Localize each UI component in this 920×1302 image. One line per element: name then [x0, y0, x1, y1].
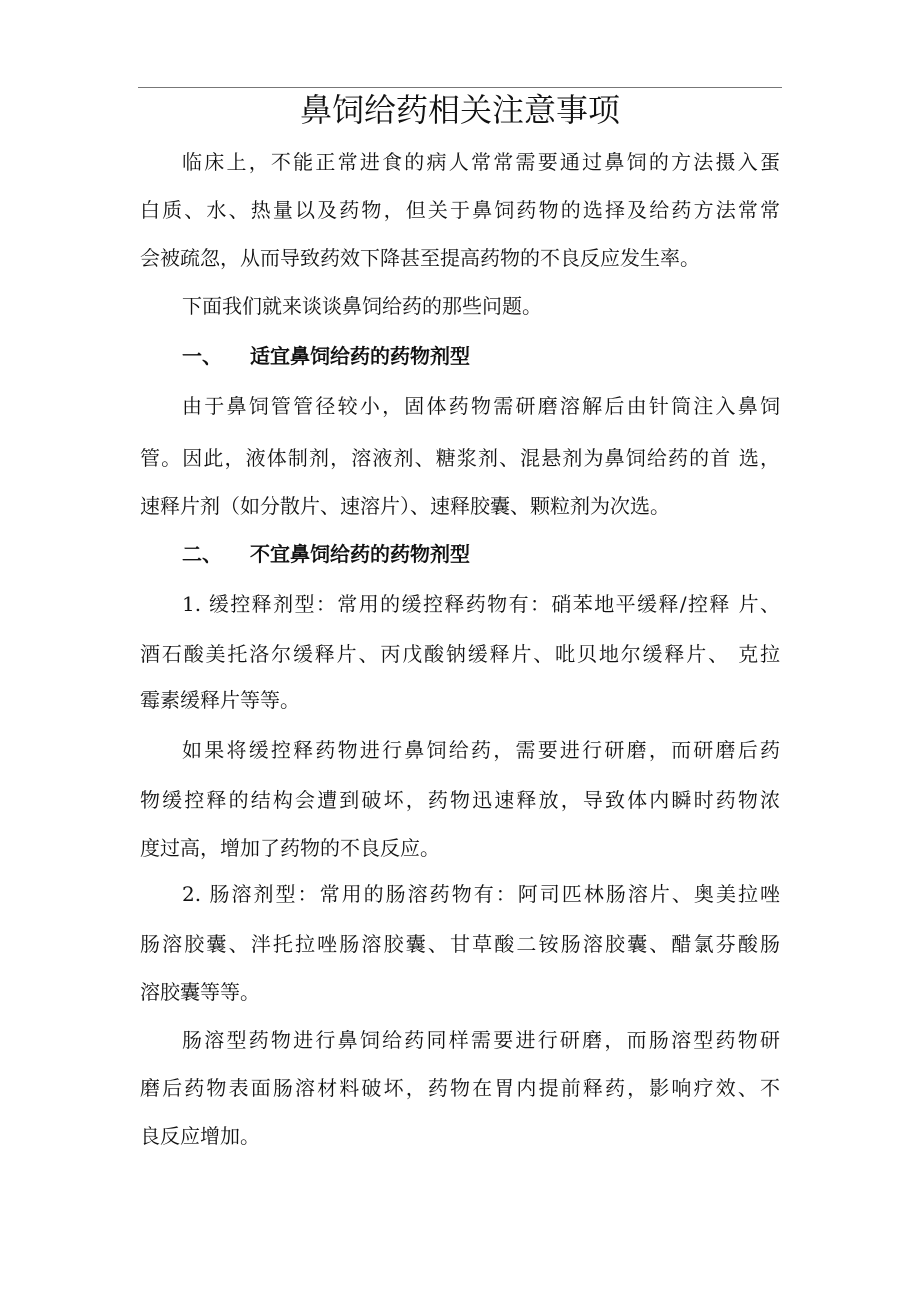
text-line: 2. 肠溶剂型：常用的肠溶药物有：阿司匹林肠溶片、奥美拉唑	[182, 882, 780, 906]
paragraph-lead: 下面我们就来谈谈鼻饲给药的那些问题。	[182, 294, 542, 318]
text-line: 由于鼻饲管管径较小，固体药物需研磨溶解后由针筒注入鼻饲	[182, 394, 780, 418]
text-line: 速释片剂（如分散片、速溶片）、速释胶囊、颗粒剂为次选。	[140, 494, 670, 518]
document-title: 鼻饲给药相关注意事项	[299, 91, 620, 129]
text-line: 度过高，增加了药物的不良反应。	[140, 836, 440, 860]
text-line: 会被疏忽，从而导致药效下降甚至提高药物的不良反应发生率。	[140, 246, 700, 270]
section-title: 适宜鼻饲给药的药物剂型	[250, 344, 470, 368]
section-number: 二、	[182, 542, 222, 566]
text-line: 溶胶囊等等。	[140, 980, 260, 1004]
text-line: 白质、水、热量以及药物，但关于鼻饲药物的选择及给药方法常常	[140, 198, 780, 222]
section-number: 一、	[182, 344, 222, 368]
text-line: 如果将缓控释药物进行鼻饲给药，需要进行研磨，而研磨后药	[182, 738, 780, 762]
text-line: 肠溶胶囊、泮托拉唑肠溶胶囊、甘草酸二铵肠溶胶囊、醋氯芬酸肠	[140, 932, 780, 956]
section-heading-2	[182, 539, 780, 569]
text-line: 1. 缓控释剂型：常用的缓控释药物有：硝苯地平缓释/控释 片、	[182, 592, 780, 616]
text-line: 临床上，不能正常进食的病人常常需要通过鼻饲的方法摄入蛋	[182, 150, 780, 174]
text-line: 物缓控释的结构会遭到破坏，药物迅速释放，导致体内瞬时药物浓	[140, 788, 780, 812]
text-line: 肠溶型药物进行鼻饲给药同样需要进行研磨，而肠溶型药物研	[182, 1028, 780, 1052]
section-heading-1	[182, 341, 780, 371]
text-line: 良反应增加。	[140, 1124, 260, 1148]
text-line: 磨后药物表面肠溶材料破坏，药物在胃内提前释药，影响疗效、不	[140, 1076, 780, 1100]
text-line: 霉素缓释片等等。	[140, 688, 300, 712]
text-line: 管。因此，液体制剂，溶液剂、糖浆剂、混悬剂为鼻饲给药的首 选，	[140, 446, 780, 470]
section-title: 不宜鼻饲给药的药物剂型	[250, 542, 470, 566]
text-line: 酒石酸美托洛尔缓释片、丙戊酸钠缓释片、吡贝地尔缓释片、 克拉	[140, 642, 780, 666]
